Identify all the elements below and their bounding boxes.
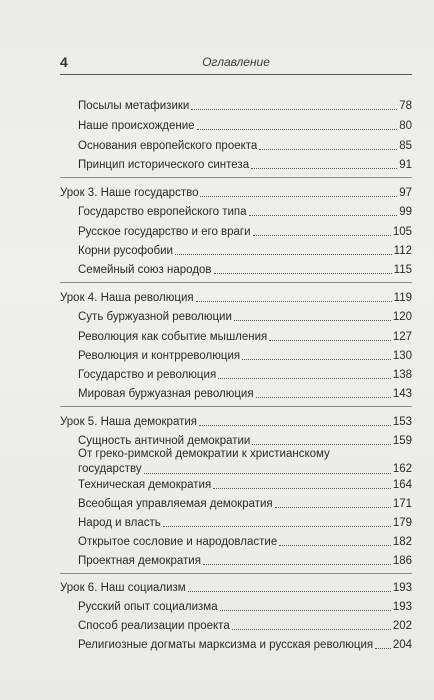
dot-leader — [279, 545, 391, 546]
toc-lesson-title: Урок 4. Наша революция — [60, 292, 194, 304]
toc-entry[interactable] — [78, 203, 412, 219]
dot-leader — [191, 109, 397, 110]
toc-entry-title: Революция и контрреволюция — [78, 350, 241, 362]
toc-entry-title: Религиозные догматы марксизма и русская революция — [78, 639, 374, 651]
dot-leader — [200, 196, 397, 197]
toc-entry[interactable] — [78, 533, 412, 549]
toc-entry[interactable] — [78, 552, 412, 568]
toc-lesson-page: 153 — [392, 416, 412, 428]
dot-leader — [188, 591, 391, 592]
toc-entry-page: 182 — [392, 536, 412, 548]
toc-entry-title: Основания европейского проекта — [78, 140, 258, 152]
section-divider — [60, 406, 412, 407]
dot-leader — [259, 149, 397, 150]
toc-entry-page: 179 — [392, 517, 412, 529]
toc-entry-page: 202 — [392, 620, 412, 632]
toc-lesson-page: 193 — [392, 582, 412, 594]
toc-lesson-page: 119 — [393, 292, 412, 304]
toc-entry-page: 99 — [399, 206, 412, 218]
toc-entry-page: 91 — [399, 159, 412, 171]
toc-entry-title: Государство и революция — [78, 369, 217, 381]
toc-entry-title: Посылы метафизики — [78, 100, 190, 112]
toc-entry-title: Принцип исторического синтеза — [78, 159, 250, 171]
toc-entry-page: 80 — [399, 120, 412, 132]
dot-leader — [196, 301, 392, 302]
toc-lesson-title: Урок 3. Наше государство — [60, 187, 199, 199]
dot-leader — [232, 629, 391, 630]
dot-leader — [144, 473, 391, 474]
dot-leader — [252, 444, 390, 445]
toc-entry-title: Открытое сословие и народовластие — [78, 536, 278, 548]
toc-entry-multiline[interactable] — [78, 447, 412, 477]
toc-entry-page: 115 — [393, 264, 412, 276]
toc-entry-title: Мировая буржуазная революция — [78, 388, 254, 400]
toc-lesson-title: Урок 5. Наша демократия — [60, 416, 198, 428]
dot-leader — [275, 507, 391, 508]
toc-entry-page: 130 — [392, 350, 412, 362]
dot-leader — [269, 340, 391, 341]
dot-leader — [214, 273, 392, 274]
running-title: Оглавление — [202, 55, 270, 69]
dot-leader — [253, 235, 391, 236]
toc-entry-page: 127 — [392, 331, 412, 343]
toc-entry[interactable] — [78, 308, 412, 324]
dot-leader — [256, 397, 391, 398]
toc-entry[interactable] — [78, 156, 412, 172]
toc-entry-page: 105 — [392, 226, 412, 238]
toc-entry[interactable] — [78, 117, 412, 133]
dot-leader — [203, 564, 391, 565]
section-divider — [60, 282, 412, 283]
toc-entry[interactable] — [78, 242, 412, 258]
toc-entry-title: Семейный союз народов — [78, 264, 212, 276]
toc-entry-page: 138 — [392, 369, 412, 381]
dot-leader — [197, 129, 398, 130]
toc-entry-page: 143 — [392, 388, 412, 400]
toc-entry[interactable] — [78, 476, 412, 492]
toc-entry[interactable] — [78, 366, 412, 382]
toc-entry[interactable] — [78, 137, 412, 153]
dot-leader — [249, 215, 398, 216]
toc-entry-page: 204 — [392, 639, 412, 651]
toc-entry-title: Русское государство и его враги — [78, 226, 251, 238]
toc-entry-title: Народ и власть — [78, 517, 161, 529]
dot-leader — [213, 488, 391, 489]
page-number: 4 — [60, 54, 68, 70]
toc-entry[interactable] — [78, 328, 412, 344]
toc-entry-title: Всеобщая управляемая демократия — [78, 498, 273, 510]
toc-entry-title: Русский опыт социализма — [78, 601, 218, 613]
toc-entry-title-line2: государству — [78, 463, 142, 475]
toc-entry[interactable] — [78, 636, 412, 652]
toc-entry-title: Корни русофобии — [78, 245, 173, 257]
toc-entry[interactable] — [78, 514, 412, 530]
toc-entry-title: Проектная демократия — [78, 555, 201, 567]
toc-lesson-3[interactable] — [60, 184, 412, 200]
toc-entry-page: 120 — [392, 311, 412, 323]
toc-entry-page: 159 — [392, 435, 412, 447]
toc-entry-page: 164 — [392, 479, 412, 491]
toc-lesson-5[interactable] — [60, 413, 412, 429]
toc-lesson-page: 97 — [399, 187, 412, 199]
toc-entry-title: Суть буржуазной революции — [78, 311, 232, 323]
dot-leader — [218, 378, 391, 379]
dot-leader — [242, 359, 391, 360]
section-divider — [60, 573, 412, 574]
toc-entry-title: Способ реализации проекта — [78, 620, 230, 632]
toc-entry-page: 85 — [399, 140, 412, 152]
toc-entry-page: 112 — [393, 245, 412, 257]
toc-entry[interactable] — [78, 432, 412, 448]
toc-entry-title: Революция как событие мышления — [78, 331, 268, 343]
toc-entry-page: 193 — [392, 601, 412, 613]
toc-entry-page: 171 — [392, 498, 412, 510]
toc-entry-page: 78 — [399, 100, 412, 112]
dot-leader — [163, 526, 391, 527]
section-divider — [60, 177, 412, 178]
toc-lesson-6[interactable] — [60, 579, 412, 595]
toc-entry-title: Сущность античной демократии — [78, 435, 251, 447]
dot-leader — [375, 648, 391, 649]
dot-leader — [175, 254, 392, 255]
dot-leader — [220, 610, 391, 611]
toc-entry-title: Техническая демократия — [78, 479, 212, 491]
toc-entry-title: Государство европейского типа — [78, 206, 247, 218]
toc-entry-page: 162 — [392, 463, 412, 475]
toc-entry[interactable] — [78, 261, 412, 277]
dot-leader — [234, 320, 391, 321]
toc-entry[interactable] — [78, 385, 412, 401]
toc-lesson-title: Урок 6. Наш социализм — [60, 582, 186, 594]
toc-entry-title-line1: От греко-римской демократии к христианскому — [78, 448, 330, 460]
toc-entry[interactable] — [78, 495, 412, 511]
toc-entry[interactable] — [78, 617, 412, 633]
dot-leader — [199, 425, 391, 426]
toc-entry-title: Наше происхождение — [78, 120, 195, 132]
toc-entry[interactable] — [78, 97, 412, 113]
toc-entry[interactable] — [78, 223, 412, 239]
toc-entry-page: 186 — [392, 555, 412, 567]
toc-entry[interactable] — [78, 598, 412, 614]
toc-entry[interactable] — [78, 347, 412, 363]
dot-leader — [251, 168, 397, 169]
toc-lesson-4[interactable] — [60, 289, 412, 305]
